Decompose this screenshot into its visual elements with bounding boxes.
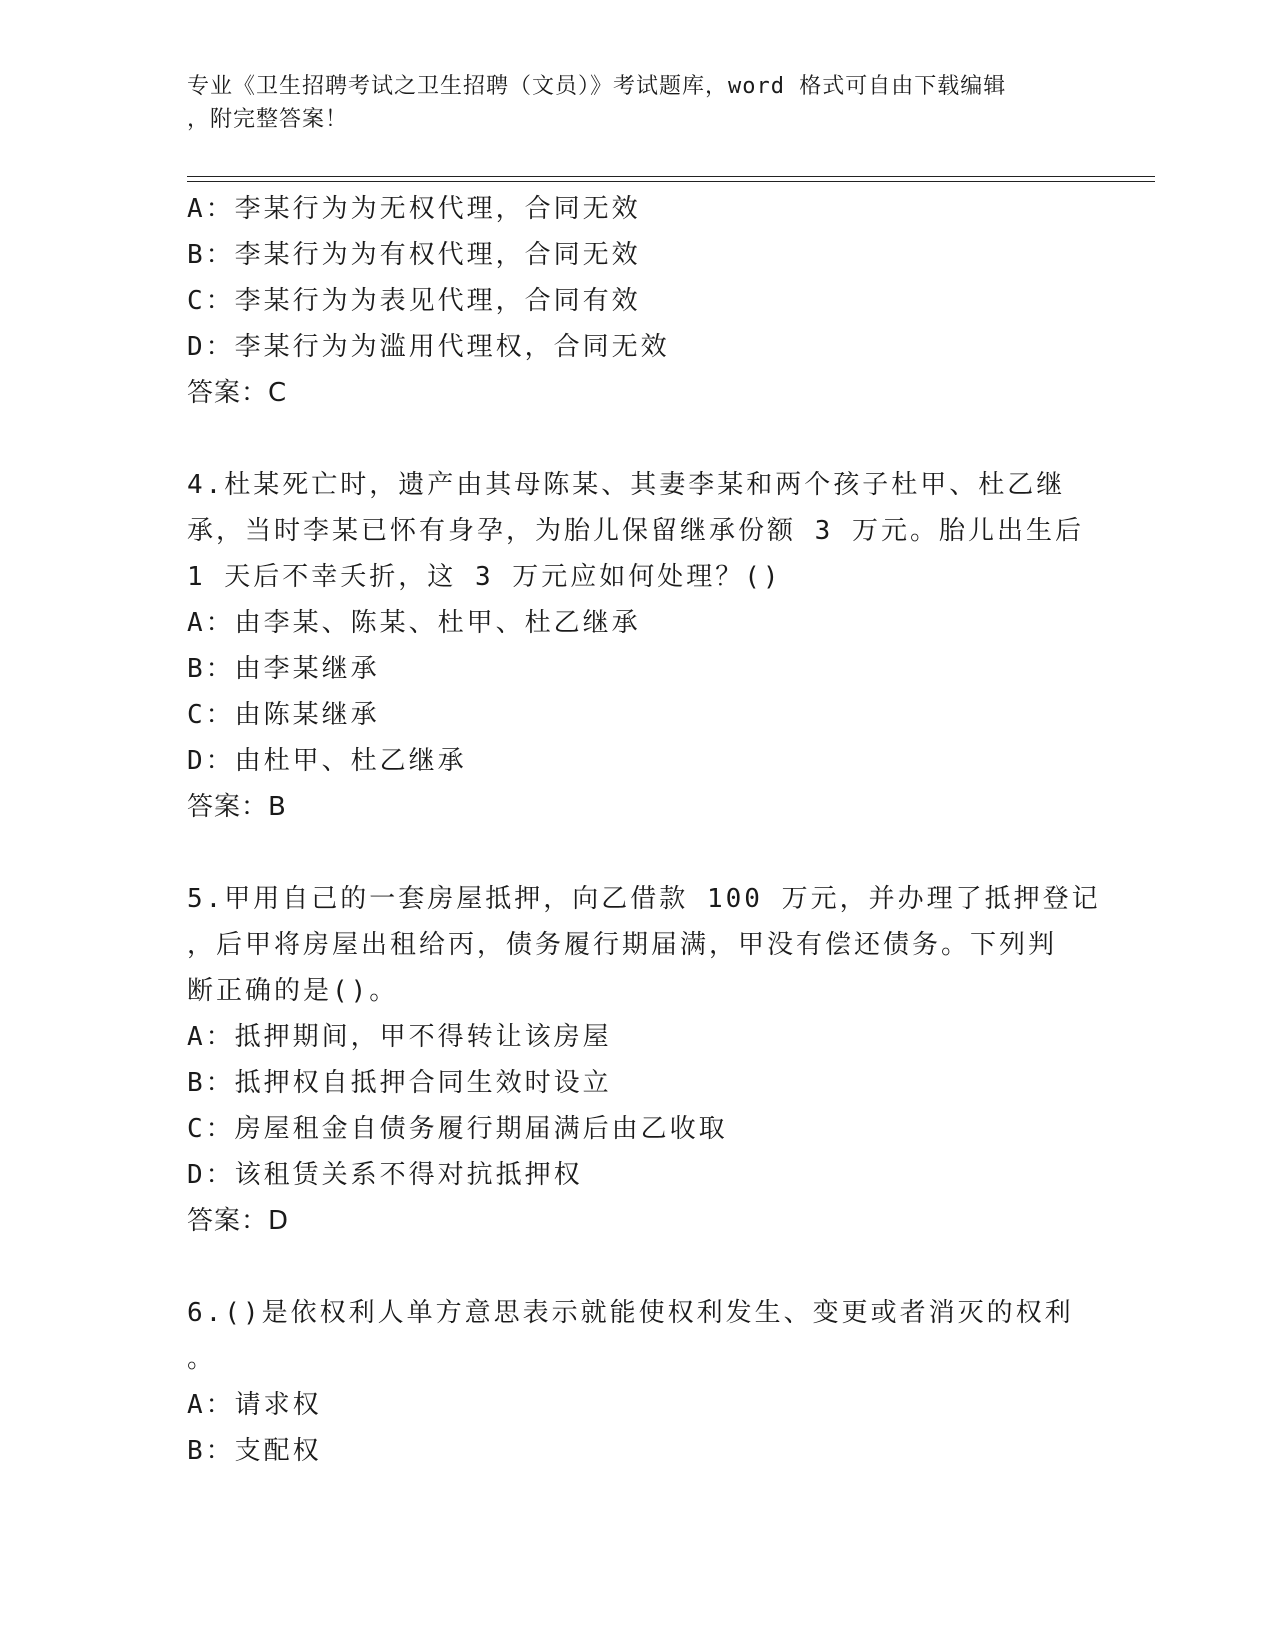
question-text-line: 。	[187, 1344, 217, 1374]
question-text-line: 6.()是依权利人单方意思表示就能使权利发生、变更或者消灭的权利	[187, 1298, 1074, 1328]
question-5	[187, 876, 1101, 1244]
option-d: D：李某行为为滥用代理权，合同无效	[187, 332, 670, 362]
answer: 答案：D	[187, 1206, 290, 1236]
option-a: A：抵押期间，甲不得转让该房屋	[187, 1022, 612, 1052]
option-b: B：由李某继承	[187, 654, 380, 684]
option-a: A：由李某、陈某、杜甲、杜乙继承	[187, 608, 641, 638]
option-c: C：由陈某继承	[187, 700, 380, 730]
question-text-line: 5.甲用自己的一套房屋抵押，向乙借款 100 万元，并办理了抵押登记	[187, 884, 1101, 914]
question-text-line: 4.杜某死亡时，遗产由其母陈某、其妻李某和两个孩子杜甲、杜乙继	[187, 470, 1066, 500]
option-b: B：支配权	[187, 1436, 322, 1466]
question-6	[187, 1290, 1074, 1474]
option-a: A：李某行为为无权代理，合同无效	[187, 194, 641, 224]
header-line-1: 专业《卫生招聘考试之卫生招聘（文员）》考试题库，word 格式可自由下载编辑	[187, 74, 1007, 99]
question-text-line: ，后甲将房屋出租给丙，债务履行期届满，甲没有偿还债务。下列判	[187, 930, 1058, 960]
page-header	[187, 70, 1067, 136]
question-text-line: 承，当时李某已怀有身孕，为胎儿保留继承份额 3 万元。胎儿出生后	[187, 516, 1084, 546]
answer: 答案：B	[187, 792, 287, 822]
header-divider	[187, 176, 1155, 182]
option-a: A：请求权	[187, 1390, 322, 1420]
option-c: C：房屋租金自债务履行期届满后由乙收取	[187, 1114, 728, 1144]
option-b: B：抵押权自抵押合同生效时设立	[187, 1068, 612, 1098]
option-c: C：李某行为为表见代理，合同有效	[187, 286, 641, 316]
option-d: D：该租赁关系不得对抗抵押权	[187, 1160, 583, 1190]
question-4	[187, 462, 1084, 830]
question-3	[187, 186, 1067, 416]
option-b: B：李某行为为有权代理，合同无效	[187, 240, 641, 270]
document-body	[187, 186, 1101, 1474]
question-text-line: 断正确的是()。	[187, 976, 399, 1006]
question-text-line: 1 天后不幸夭折，这 3 万元应如何处理？()	[187, 562, 782, 592]
header-line-2: ，附完整答案！	[187, 107, 349, 132]
option-d: D：由杜甲、杜乙继承	[187, 746, 467, 776]
answer: 答案：C	[187, 378, 288, 408]
